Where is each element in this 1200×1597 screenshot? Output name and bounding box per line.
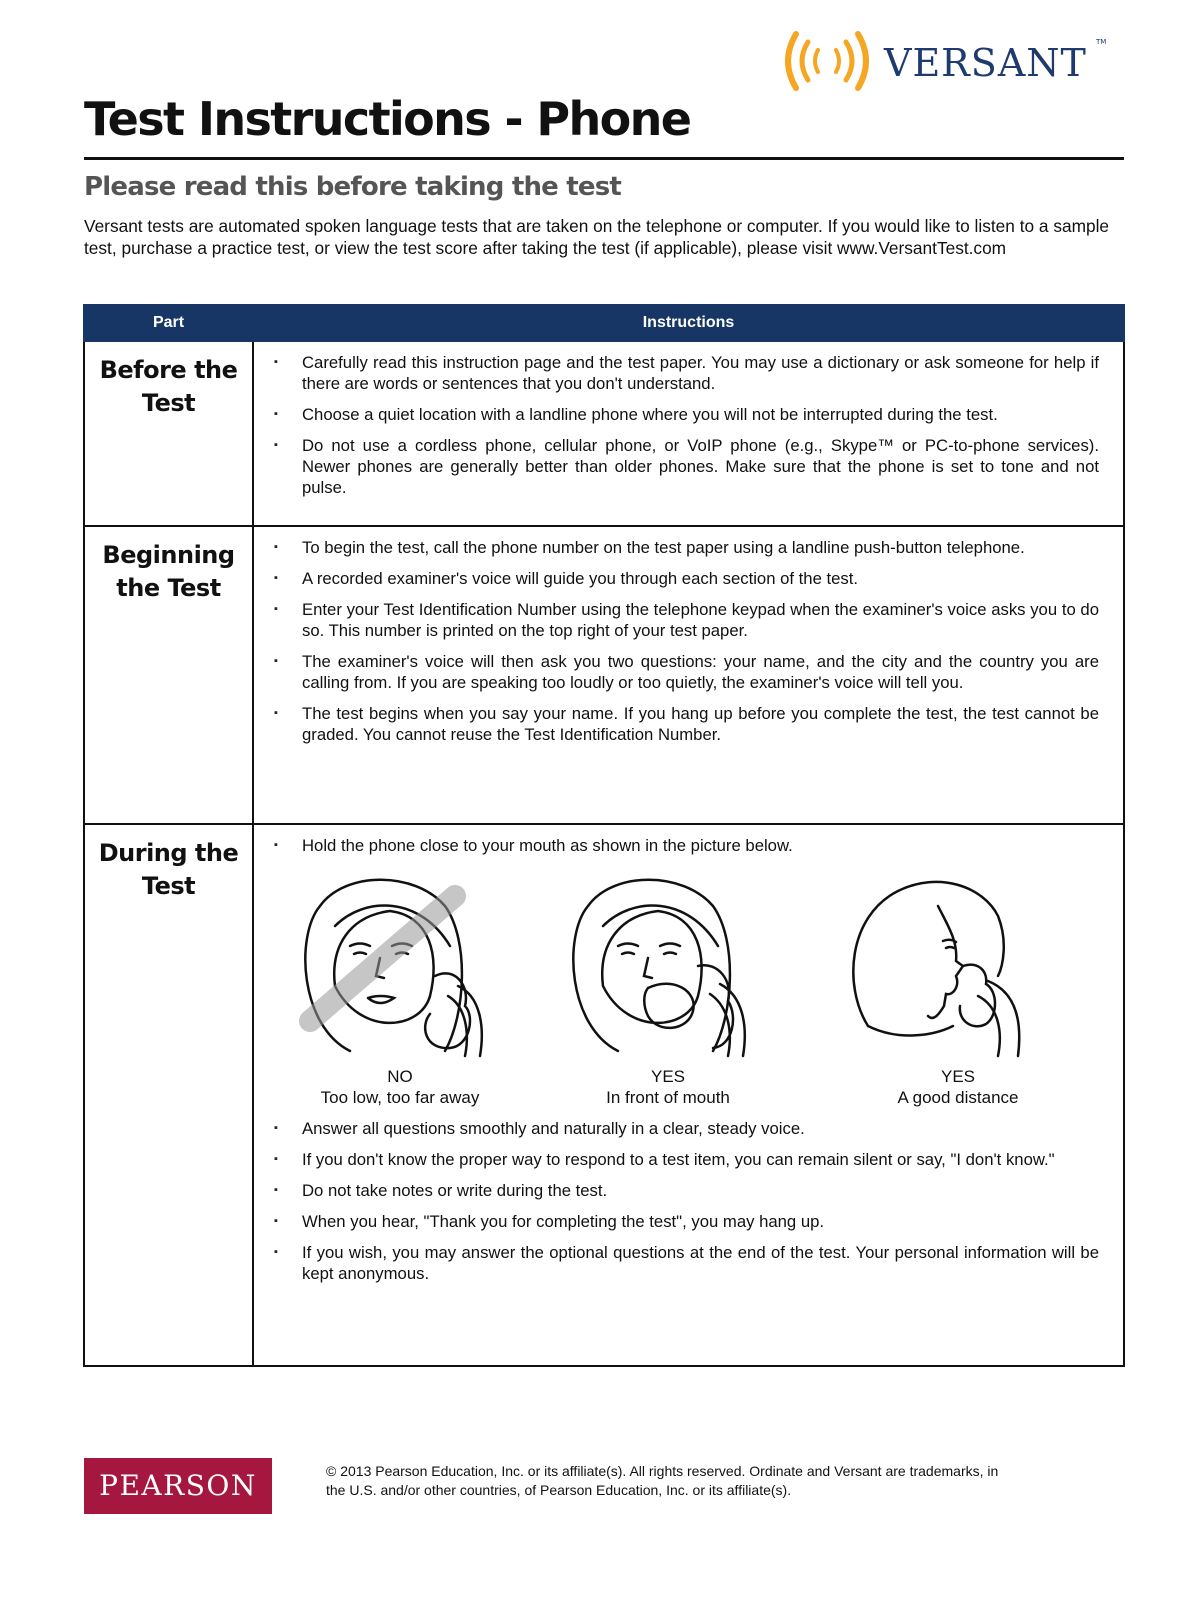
part-label: During the Test — [84, 824, 253, 1366]
intro-paragraph: Versant tests are automated spoken language tests that are taken on the telephone or computer. If you would like to listen to a sample test, purchase a practice test, or view the test score after taking the test (if applicable), please visit www.VersantTest.com — [84, 216, 1110, 258]
trademark-mark: TM — [1096, 38, 1107, 46]
list-item: ▪ Do not use a cordless phone, cellular phone, or VoIP phone (e.g., Skype™ or PC-to-phone services). Newer phones are generally better than older phones. Make sure that the phone is set to tone and not pulse. — [270, 435, 1099, 498]
brand-wordmark: VERSANT — [884, 41, 1087, 85]
instruction-list — [270, 537, 1099, 745]
woman-phone-too-low-illustration — [280, 866, 520, 1066]
instructions-cell — [253, 526, 1124, 824]
page-subtitle: Please read this before taking the test — [84, 172, 622, 202]
title-divider — [84, 157, 1124, 160]
figure-verdict: YES — [940, 1067, 976, 1086]
figure-verdict: NO — [387, 1067, 413, 1086]
instructions-table — [83, 304, 1125, 1367]
list-item: ▪ Choose a quiet location with a landline phone where you will not be interrupted during the test. — [270, 404, 1099, 425]
list-item: ▪ To begin the test, call the phone number on the test paper using a landline push-button telephone. — [270, 537, 1099, 558]
list-item: ▪ If you wish, you may answer the optional questions at the end of the test. Your personal information will be kept anonymous. — [270, 1242, 1099, 1284]
sound-waves-icon — [788, 34, 866, 88]
figure-caption: Too low, too far away — [320, 1088, 480, 1107]
list-item: ▪ Do not take notes or write during the test. — [270, 1180, 1099, 1201]
figure-verdict: YES — [650, 1067, 686, 1086]
part-label: Before the Test — [84, 341, 253, 526]
list-item: ▪ If you don't know the proper way to respond to a test item, you can remain silent or say, "I don't know." — [270, 1149, 1099, 1170]
instruction-list — [270, 352, 1099, 498]
instructions-cell — [253, 341, 1124, 526]
pearson-wordmark: PEARSON — [99, 1469, 257, 1502]
copyright-line-1: © 2013 Pearson Education, Inc. or its affiliate(s). All rights reserved. Ordinate and Versant are trademarks, in — [326, 1463, 999, 1479]
list-item: ▪ Enter your Test Identification Number using the telephone keypad when the examiner's voice asks you to do so. This number is printed on the top right of your test paper. — [270, 599, 1099, 641]
instruction-list — [270, 1118, 1099, 1284]
figure-too-low — [270, 866, 530, 1108]
instruction-list — [270, 835, 1099, 856]
copyright-line-2: the U.S. and/or other countries, of Pearson Education, Inc. or its affiliate(s). — [326, 1482, 792, 1498]
copyright-notice — [326, 1462, 1116, 1500]
figure-good-distance — [828, 866, 1088, 1108]
woman-phone-in-front-illustration — [548, 866, 788, 1066]
header-part: Part — [84, 305, 253, 341]
figure-caption: In front of mouth — [606, 1088, 730, 1107]
part-label: Beginning the Test — [84, 526, 253, 824]
figure-caption: A good distance — [897, 1088, 1019, 1107]
list-item: ▪ A recorded examiner's voice will guide you through each section of the test. — [270, 568, 1099, 589]
table-row-beginning-test — [84, 526, 1124, 824]
table-row-before-test — [84, 341, 1124, 526]
versant-logo — [778, 28, 1108, 94]
list-item: ▪ Answer all questions smoothly and naturally in a clear, steady voice. — [270, 1118, 1099, 1139]
header-instructions: Instructions — [253, 305, 1124, 341]
woman-phone-profile-illustration — [838, 866, 1078, 1066]
phone-position-illustrations — [270, 866, 1099, 1106]
page-title: Test Instructions - Phone — [84, 92, 691, 146]
list-item: ▪ When you hear, "Thank you for completing the test", you may hang up. — [270, 1211, 1099, 1232]
list-item: ▪ Hold the phone close to your mouth as shown in the picture below. — [270, 835, 1099, 856]
list-item: ▪ The examiner's voice will then ask you two questions: your name, and the city and the country you are calling from. If you are speaking too loudly or too quietly, the examiner's voice will tell you. — [270, 651, 1099, 693]
instructions-cell — [253, 824, 1124, 1366]
list-item: ▪ The test begins when you say your name. If you hang up before you complete the test, the test cannot be graded. You cannot reuse the Test Identification Number. — [270, 703, 1099, 745]
list-item: ▪ Carefully read this instruction page and the test paper. You may use a dictionary or ask someone for help if there are words or sentences that you don't understand. — [270, 352, 1099, 394]
table-header-row — [84, 305, 1124, 341]
figure-in-front — [538, 866, 798, 1108]
table-row-during-test — [84, 824, 1124, 1366]
pearson-logo — [84, 1458, 272, 1514]
